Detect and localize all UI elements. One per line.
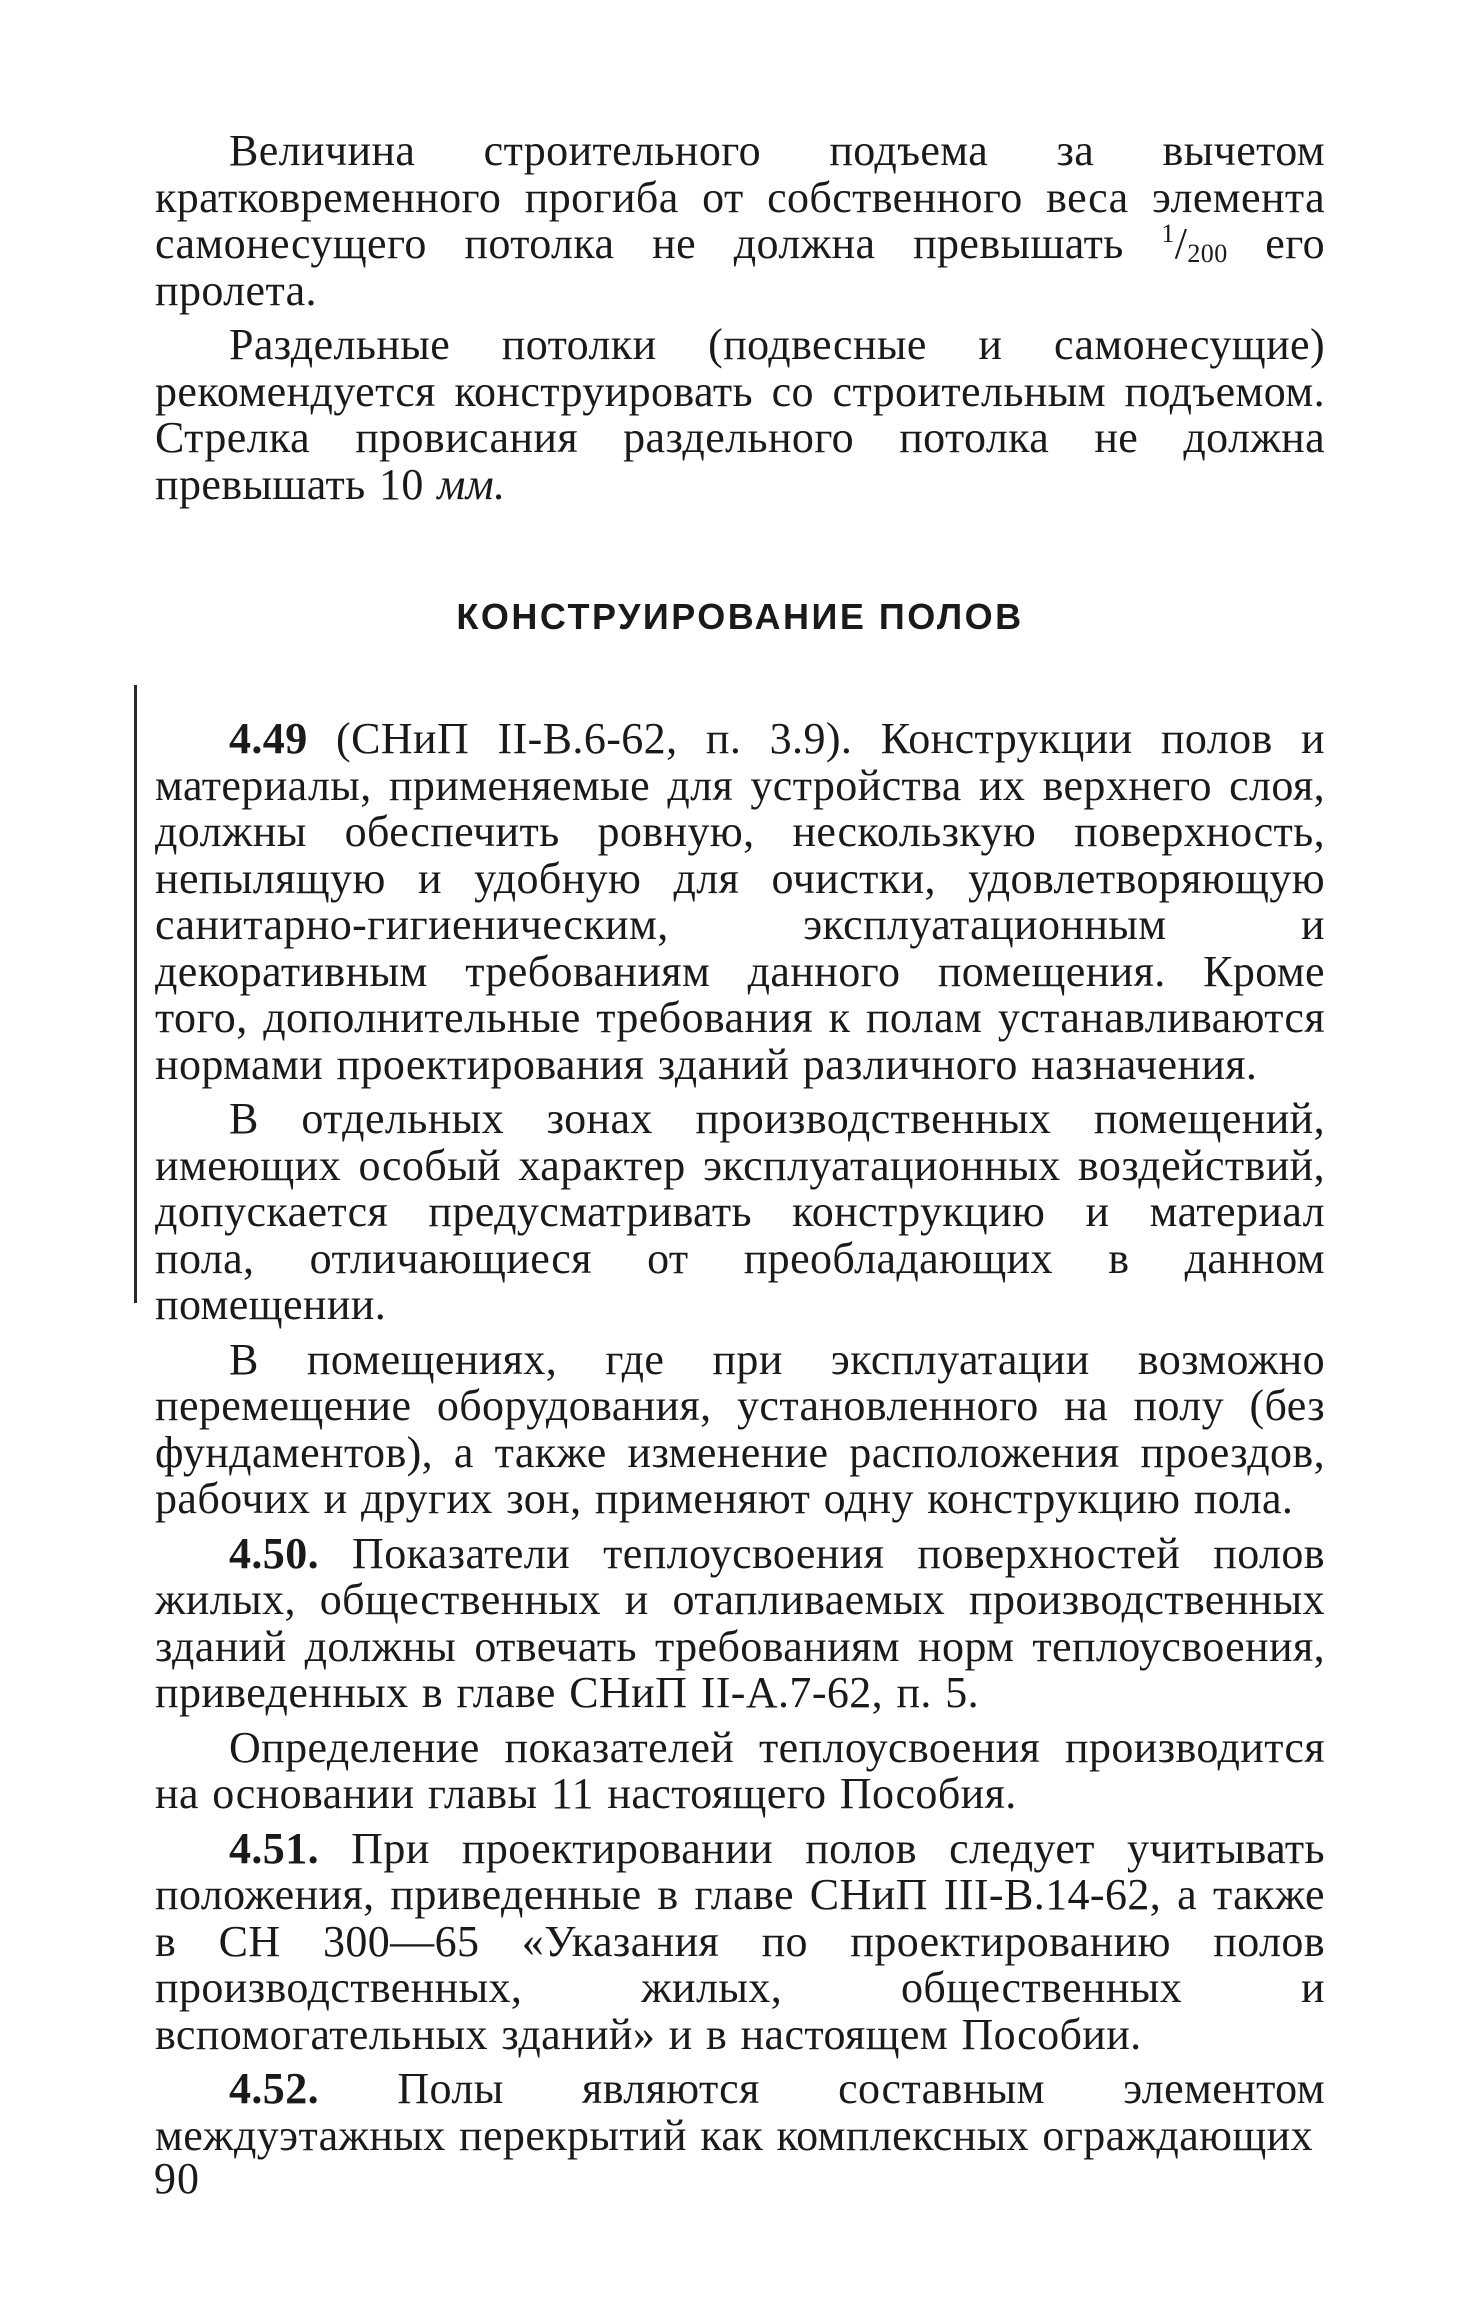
fraction-denominator: 200: [1187, 239, 1228, 268]
intro-paragraph-2: [155, 322, 1325, 508]
fraction-numerator: 1: [1161, 219, 1175, 248]
clause-text: Полы являются составным элементом междуэтажных перекрытий как комплексных ограждающих: [155, 2064, 1325, 2160]
clause-text: (СНиП II-В.6-62, п. 3.9). Конструкции полов и материалы, применяемые для устройства их верхнего слоя, должны обеспечить ровную, нескользкую поверхность, непылящую и удобную для очистки, удовлетворяющую санитарно-гигиеническим, эксплуатационным и декоративным требованиям данного помещения. Кроме того, дополнительные требования к полам устанавливаются нормами проектирования зданий различного назначения.: [155, 714, 1325, 1089]
clause-4-50: [155, 1528, 1325, 1717]
unit-mm: мм.: [437, 459, 506, 509]
clause-number: 4.52.: [229, 2064, 319, 2113]
revision-margin-bar: [134, 685, 137, 1303]
clause-4-49-paragraph-2: В отдельных зонах производственных помещений, имеющих особый характер эксплуатационных воздействий, допускается предусматривать конструкцию и материал пола, отличающиеся от преобладающих в данном помещении.: [155, 1094, 1325, 1329]
clause-4-51: [155, 1823, 1325, 2059]
clause-number: 4.50.: [229, 1528, 319, 1578]
clause-4-50-paragraph-2: Определение показателей теплоусвоения производится на основании главы 11 настоящего Пособия.: [155, 1722, 1325, 1818]
clause-4-52: [155, 2066, 1325, 2159]
document-page: [155, 128, 1325, 2159]
clause-number: 4.51.: [229, 1823, 319, 1873]
clause-4-49-paragraph-3: В помещениях, где при эксплуатации возможно перемещение оборудования, установленного на полу (без фундаментов), а также изменение расположения проездов, рабочих и других зон, применяют одну конструкцию пола.: [155, 1334, 1325, 1523]
clause-text: При проектировании полов следует учитывать положения, приведенные в главе СНиП III-В.14-62, а также в СН 300—65 «Указания по проектированию полов производственных, жилых, общественных и вспомогательных зданий» и в настоящем Пособии.: [155, 1823, 1325, 2059]
intro-paragraph-2-text: Раздельные потолки (подвесные и самонесущие) рекомендуется конструировать со строительным подъемом. Стрелка провисания раздельного потолка не должна превышать 10: [155, 320, 1325, 509]
intro-paragraph-1-text: Величина строительного подъема за вычетом кратковременного прогиба от собственного веса элемента самонесущего потолка не должна превышать: [155, 126, 1325, 268]
page-number: 90: [154, 2154, 200, 2203]
clause-4-49: [155, 716, 1325, 1088]
section-heading: КОНСТРУИРОВАНИЕ ПОЛОВ: [456, 596, 1024, 637]
clause-number: 4.49: [229, 714, 308, 763]
intro-paragraph-1: Величина строительного подъема за вычетом кратковременного прогиба от собственного веса элемента самонесущего потолка не должна превышать $^1$/200 его пролета.: [155, 126, 1325, 315]
intro-paragraph-1-end: его пролета.: [155, 219, 1325, 315]
clause-text: Показатели теплоусвоения поверхностей полов жилых, общественных и отапливаемых производственных зданий должны отвечать требованиям норм теплоусвоения, приведенных в главе СНиП II-А.7-62, п. 5.: [155, 1528, 1325, 1717]
